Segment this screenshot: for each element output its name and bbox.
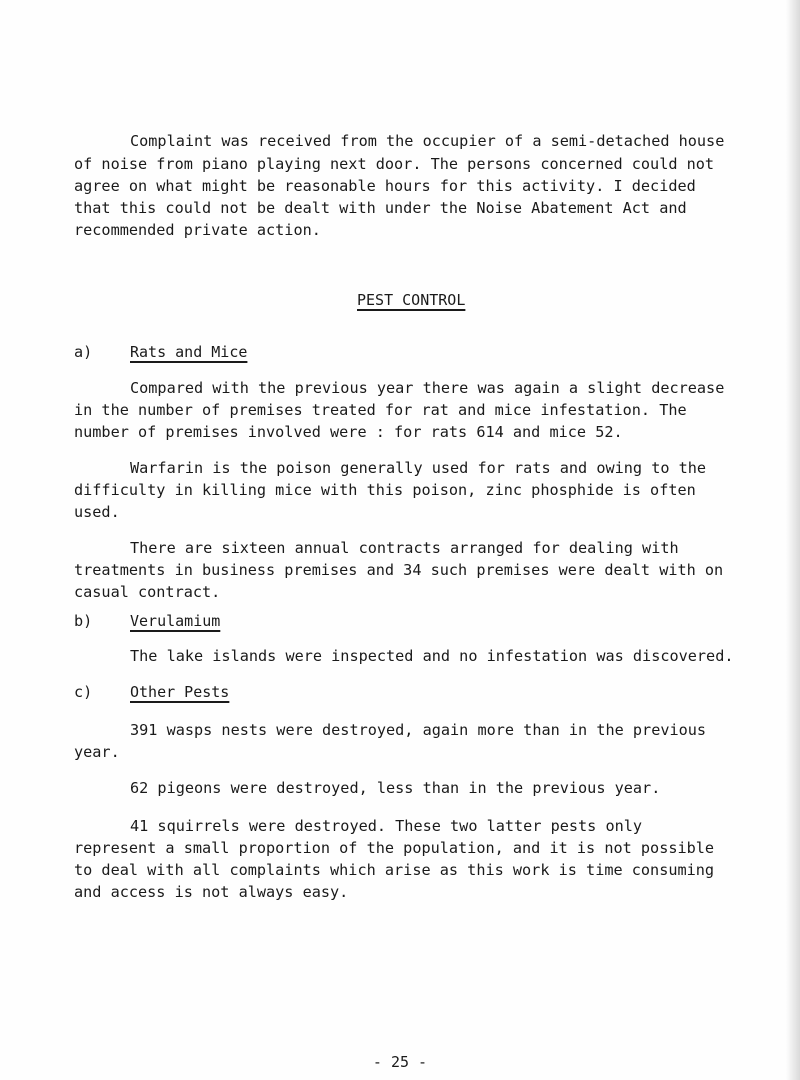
rats-paragraph-1-line-1: Compared with the previous year there was again a slight decrease: [130, 379, 725, 397]
noise-paragraph-line-4: that this could not be dealt with under the Noise Abatement Act and: [74, 199, 687, 217]
subsection-c-title: Other Pests: [130, 683, 230, 701]
subsection-b-label: b): [74, 612, 93, 630]
pigeons-paragraph-line-1: 62 pigeons were destroyed, less than in the previous year.: [130, 779, 661, 797]
rats-paragraph-2-line-3: used.: [74, 503, 120, 521]
wasps-paragraph-line-2: year.: [74, 743, 120, 761]
noise-paragraph-line-5: recommended private action.: [74, 221, 321, 239]
rats-paragraph-1-line-3: number of premises involved were : for rats 614 and mice 52.: [74, 423, 623, 441]
subsection-a-title: Rats and Mice: [130, 343, 248, 361]
subsection-a-label: a): [74, 343, 93, 361]
squirrels-paragraph-line-2: represent a small proportion of the population, and it is not possible: [74, 839, 715, 857]
noise-paragraph-line-2: of noise from piano playing next door. The persons concerned could not: [74, 155, 715, 173]
subsection-c-label: c): [74, 683, 93, 701]
rats-paragraph-3-line-3: casual contract.: [74, 583, 221, 601]
wasps-paragraph-line-1: 391 wasps nests were destroyed, again more than in the previous: [130, 721, 707, 739]
rats-paragraph-3-line-1: There are sixteen annual contracts arranged for dealing with: [130, 539, 679, 557]
subsection-b-title: Verulamium: [130, 612, 221, 630]
page-number: - 25 -: [372, 1053, 428, 1071]
noise-paragraph-line-1: Complaint was received from the occupier of a semi-detached house: [130, 132, 725, 150]
squirrels-paragraph-line-1: 41 squirrels were destroyed. These two latter pests only: [130, 817, 643, 835]
rats-paragraph-1-line-2: in the number of premises treated for rat and mice infestation. The: [74, 401, 687, 419]
noise-paragraph-line-3: agree on what might be reasonable hours for this activity. I decided: [74, 177, 696, 195]
rats-paragraph-2-line-2: difficulty in killing mice with this poison, zinc phosphide is often: [74, 481, 696, 499]
section-title: PEST CONTROL: [357, 291, 466, 309]
verulamium-paragraph-line-1: The lake islands were inspected and no infestation was discovered.: [130, 647, 734, 665]
rats-paragraph-2-line-1: Warfarin is the poison generally used for rats and owing to the: [130, 459, 707, 477]
squirrels-paragraph-line-4: and access is not always easy.: [74, 883, 349, 901]
page-edge-shadow: [786, 0, 800, 1080]
rats-paragraph-3-line-2: treatments in business premises and 34 such premises were dealt with on: [74, 561, 724, 579]
squirrels-paragraph-line-3: to deal with all complaints which arise as this work is time consuming: [74, 861, 715, 879]
